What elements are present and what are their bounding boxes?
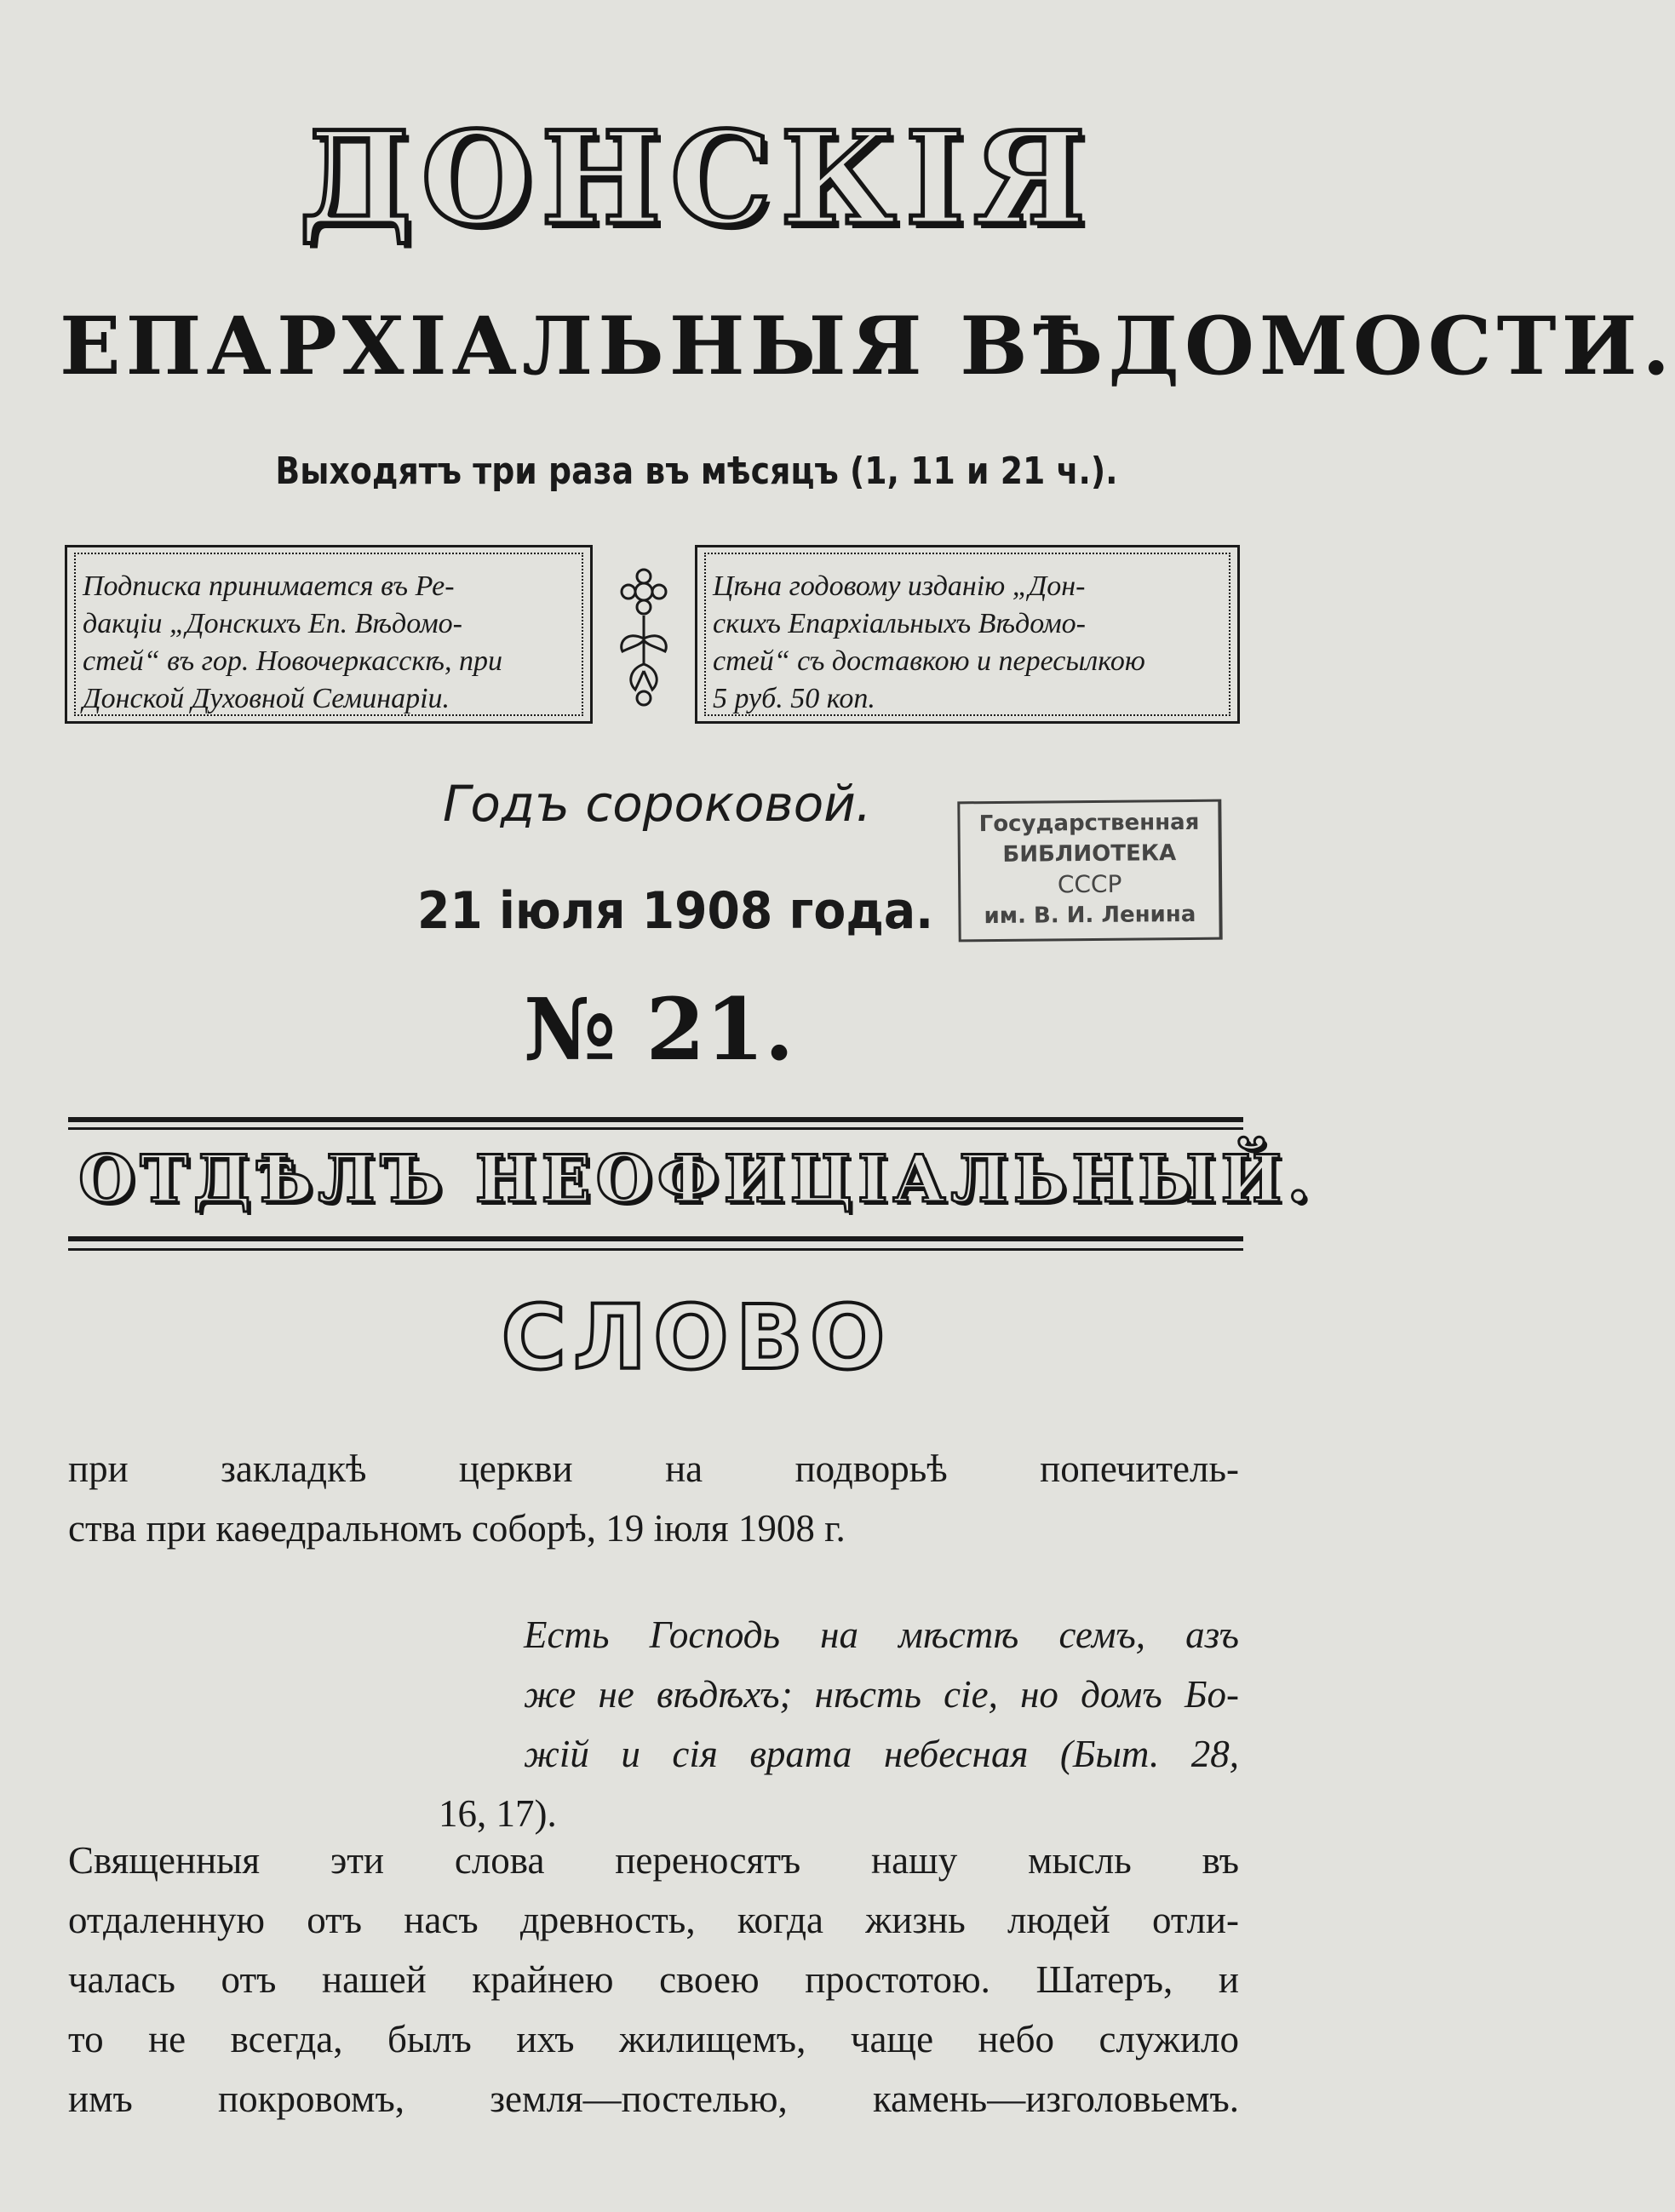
publication-year: Годъ сороковой. [443, 775, 872, 833]
issue-date: 21 іюля 1908 года. [417, 881, 934, 941]
divider-rule [68, 1117, 1243, 1122]
divider-rule [68, 1236, 1243, 1241]
subscription-box [65, 545, 593, 724]
stamp-line: Государственная [978, 809, 1200, 838]
divider-rule [68, 1127, 1243, 1130]
article-occasion-line: при закладкѣ церкви на подворьѣ попечитель- [68, 1447, 1239, 1490]
floral-ornament-icon [605, 562, 682, 715]
publication-frequency: Выходятъ три раза въ мѣсяцъ (1, 11 и 21 ч.). [275, 450, 1118, 493]
subscription-line: дакціи „Донскихъ Еп. Вѣдомо- [83, 608, 462, 639]
stamp-line: им. В. И. Ленина [984, 901, 1196, 930]
info-boxes [65, 545, 1240, 724]
body-line: Священныя эти слова переносятъ нашу мысль въ [68, 1839, 1239, 1882]
subscription-line: Донской Духовной Семинаріи. [83, 683, 450, 714]
subscription-line: стей“ въ гор. Новочеркасскѣ, при [83, 645, 502, 677]
issue-number: № 21. [524, 979, 794, 1080]
body-line: имъ покровомъ, земля—постелью, камень—изголовьемъ. [68, 2077, 1239, 2120]
price-box [695, 545, 1240, 724]
body-line: то не всегда, былъ ихъ жилищемъ, чаще небо служило [68, 2018, 1239, 2060]
stamp-line: БИБЛИОТЕКА [1002, 840, 1177, 868]
section-title: ОТДѢЛЪ НЕОФИЦІАЛЬНЫЙ. [78, 1141, 1315, 1217]
price-line: 5 руб. 50 коп. [713, 683, 875, 714]
epigraph-line: жій и сія врата небесная (Быт. 28, [524, 1733, 1239, 1775]
price-line: стей“ съ доставкою и пересылкою [713, 645, 1145, 677]
article-occasion-line: ства при каѳедральномъ соборѣ, 19 іюля 1908 г. [68, 1507, 846, 1550]
stamp-line: СССР [1057, 869, 1122, 899]
article-heading: СЛОВО [501, 1286, 892, 1390]
price-line: Цѣна годовому изданію „Дон- [713, 570, 1086, 602]
epigraph-line: же не вѣдѣхъ; нѣсть сіе, но домъ Бо- [524, 1673, 1239, 1716]
masthead-title: ДОНСКІЯ [298, 104, 1095, 254]
subscription-line: Подписка принимается въ Ре- [83, 570, 455, 602]
epigraph-reference: 16, 17). [439, 1792, 557, 1835]
body-line: чалась отъ нашей крайнею своею простотою. Шатеръ, и [68, 1958, 1239, 2001]
masthead-subtitle: ЕПАРХІАЛЬНЫЯ ВѢДОМОСТИ. [60, 300, 1675, 393]
library-stamp [957, 799, 1222, 943]
price-line: скихъ Епархіальныхъ Вѣдомо- [713, 608, 1086, 639]
divider-rule [68, 1248, 1243, 1251]
epigraph-line: Есть Господь на мѣстѣ семъ, азъ [524, 1613, 1239, 1656]
body-line: отдаленную отъ насъ древность, когда жизнь людей отли- [68, 1899, 1239, 1941]
